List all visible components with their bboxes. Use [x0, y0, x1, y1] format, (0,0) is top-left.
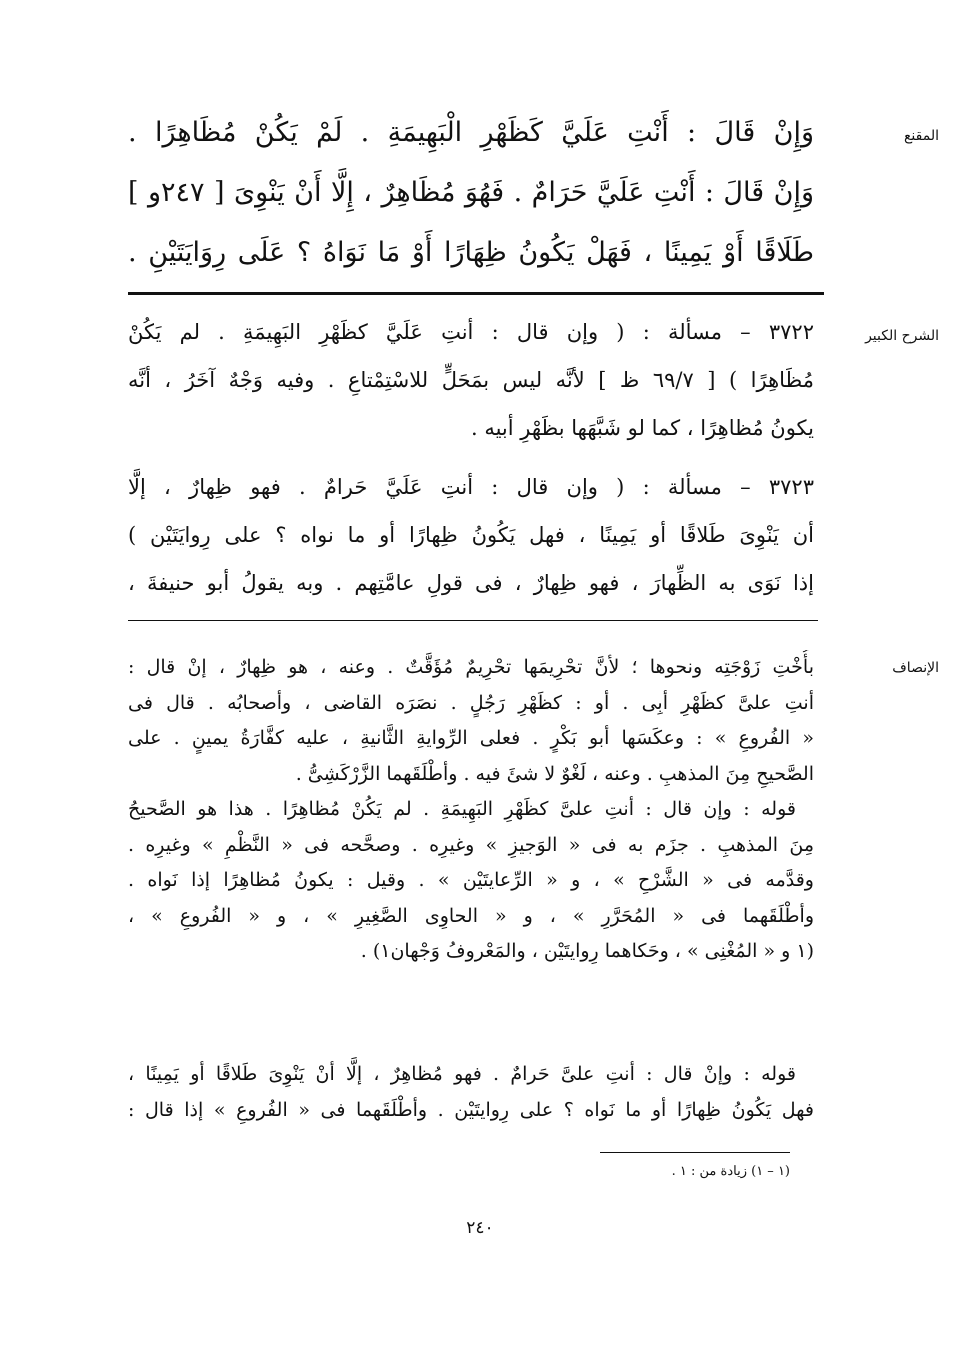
- section-label-sharh: الشرح الكبير: [865, 328, 939, 344]
- insaf-line: بأُخْتِ زَوْجَتِه ونحوها ؛ لأنَّ تحْرِيمَها تحْرِيمٌ مُؤَقَّتٌ . وعنه ، هو ظِهارٌ ، إنْ قال :: [128, 656, 814, 678]
- insaf-line: مِنَ المذهبِ . جزَم به فى « الوَجيزِ » وغيرِه . وصحَّحه فى « النَّظْمِ » وغيرِه .: [128, 833, 814, 856]
- sharh-line: مُظَاهِرًا ) [ ٦٩/٧ ظ ] لأنَّه ليس بمَحَلٍّ للاسْتِمْتاعِ . وفيه وَجْهٌ آخَرُ ، أنَّه: [128, 368, 814, 392]
- insaf-text-group-1: [128, 650, 814, 970]
- muqni-line: طَلَاقًا أَوْ يَمِينًا ، فَهَلْ يَكُونُ ظِهَارًا أَوْ مَا نَوَاهُ ؟ عَلَى رِوَايَتَيْنِ .: [128, 237, 814, 268]
- insaf-line: قوله : وإن قال : أنتِ علىَّ كظَهْرِ البَهِيمَةِ . لم يَكُنْ مُظاهِرًا . هذا هو الصَّحيحُ: [128, 798, 796, 820]
- muqni-line: وَإِنْ قَالَ : أَنْتِ عَلَيَّ حَرَامٌ . فَهُوَ مُظَاهِرٌ ، إِلَّا أَنْ يَنْوِىَ [ ٢٤٧و ]: [128, 177, 814, 208]
- sharh-line: إذا نَوَى به الظِّهارَ ، فهو ظِهارٌ ، فى قولِ عامَّتِهم . وبه يقولُ أبو حنيفةَ ،: [128, 571, 814, 595]
- footnote: (١ – ١) زيادة من : ١ .: [671, 1164, 790, 1179]
- page-number: ٢٤٠: [466, 1218, 494, 1238]
- section-label-insaf: الإنصاف: [892, 660, 939, 676]
- section-divider: [128, 292, 824, 295]
- insaf-line: فهل يَكُونُ ظِهارًا أو ما نَواه ؟ على رِوايتَيْن . وأطْلَقَهما فى « الفُروعِ » إذا قال :: [128, 1098, 814, 1121]
- sharh-line: ٣٧٢٢ – مسألة : ( وإن قال : أنتِ عَلَيَّ كظَهْرِ البَهِيمَةِ . لم يَكُنْ: [128, 320, 814, 344]
- sharh-text-group-2: [128, 463, 814, 607]
- insaf-line: قوله : وإنْ قال : أنتِ علىَّ حَرامٌ . فهو مُظاهِرٌ ، إلَّا أنْ يَنْوِىَ طَلاقًا أو يَمِينًا ،: [128, 1063, 796, 1085]
- insaf-line: وقدَّمه فى « الشَّرْحِ » ، و « الرِّعايتَيْن » . وقيل : يكونُ مُظاهِرًا إذا نَواه .: [128, 869, 814, 891]
- sharh-line: يكونُ مُظاهِرًا ، كما لو شَبَّهَها بظَهْرِ أبيه .: [470, 416, 814, 440]
- sharh-line: ٣٧٢٣ – مسألة : ( وإن قال : أنتِ عَلَيَّ حَرامٌ . فهو ظِهارٌ ، إلَّا: [128, 475, 814, 499]
- insaf-line: « الفُروعِ » : وعكَسَها أبو بَكْرٍ . فعلى الرِّوايةِ الثَّانيةِ ، عليه كفَّارَةُ يمينٍ . على: [128, 727, 814, 749]
- insaf-text-group-2: [128, 1057, 814, 1128]
- section-label-muqni: المقنع: [903, 128, 939, 144]
- muqni-text: [128, 103, 814, 283]
- muqni-line: وَإِنْ قَالَ : أَنْتِ عَلَيَّ كَظَهْرِ الْبَهِيمَةِ . لَمْ يَكُنْ مُظَاهِرًا .: [128, 117, 814, 148]
- sharh-text-group-1: [128, 308, 814, 450]
- insaf-line: وأطْلَقَهما فى « المُحَرَّرِ » ، و « الحاوِى الصَّغِيرِ » ، و « الفُروعِ » ،: [128, 904, 814, 927]
- insaf-line: أنتِ علىَّ كظَهْرِ أبِى . أو : كظَهْرِ رَجُلٍ . نصَرَه القاضى ، وأصحابُه . قال فى: [128, 691, 814, 714]
- insaf-line: (١ و « المُغْنِى » ، وحَكاهما رِوايتَيْن ، والمَعْروفُ وَجْهان١) .: [360, 940, 814, 962]
- insaf-line: الصَّحيحِ مِنَ المذهبِ . وعنه ، لَغْوٌ لا شئَ فيه . وأطْلَقَهما الزَّرْكَشِىُّ .: [295, 762, 814, 785]
- sharh-line: أن يَنْوِىَ طَلاقًا أو يَمِينًا ، فهل يَكُونُ ظِهارًا أو ما نواه ؟ على رِوايَتَيْن ): [128, 523, 814, 547]
- footnote-divider: [600, 1152, 790, 1153]
- section-divider-thin: [128, 620, 818, 621]
